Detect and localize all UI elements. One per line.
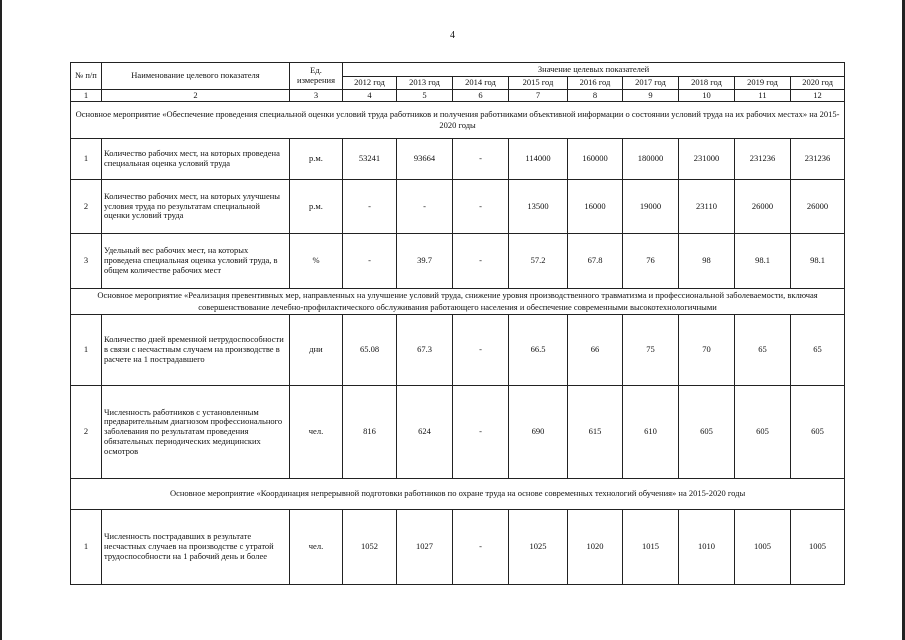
value-cell: 65: [735, 315, 791, 386]
header-year: 2014 год: [453, 77, 509, 90]
unit-cell: %: [290, 234, 343, 289]
value-cell: -: [343, 234, 397, 289]
indicator-name: Количество рабочих мест, на которых улучшены условия труда по результатам специальной оценки условий труда: [102, 180, 290, 234]
value-cell: 66.5: [509, 315, 568, 386]
value-cell: 1052: [343, 510, 397, 585]
value-cell: 1005: [791, 510, 845, 585]
value-cell: -: [453, 510, 509, 585]
header-unit: Ед. измерения: [290, 63, 343, 90]
indicator-name: Удельный вес рабочих мест, на которых проведена специальная оценка условий труда, в общем количестве рабочих мест: [102, 234, 290, 289]
header-year: 2012 год: [343, 77, 397, 90]
value-cell: -: [453, 139, 509, 180]
value-cell: -: [453, 180, 509, 234]
value-cell: 1015: [623, 510, 679, 585]
column-number: 7: [509, 90, 568, 102]
header-year: 2017 год: [623, 77, 679, 90]
section-row: [71, 289, 845, 315]
table-body: [71, 63, 845, 585]
value-cell: 816: [343, 386, 397, 479]
section-row: [71, 102, 845, 139]
unit-cell: дни: [290, 315, 343, 386]
row-number: 3: [71, 234, 102, 289]
column-number: 2: [102, 90, 290, 102]
value-cell: 67.3: [397, 315, 453, 386]
header-year: 2013 год: [397, 77, 453, 90]
row-number: 2: [71, 386, 102, 479]
unit-cell: р.м.: [290, 139, 343, 180]
header-year: 2018 год: [679, 77, 735, 90]
value-cell: 19000: [623, 180, 679, 234]
value-cell: 70: [679, 315, 735, 386]
row-number: 1: [71, 315, 102, 386]
value-cell: 1025: [509, 510, 568, 585]
page-number: 4: [450, 30, 455, 41]
scan-edge-left: [0, 0, 2, 640]
indicator-name: Численность пострадавших в результате несчастных случаев на производстве с утратой трудоспособности на 1 рабочий день и более: [102, 510, 290, 585]
value-cell: 98.1: [735, 234, 791, 289]
table-row: [71, 234, 845, 289]
table-row: [71, 315, 845, 386]
column-number: 3: [290, 90, 343, 102]
value-cell: 98.1: [791, 234, 845, 289]
header-year: 2020 год: [791, 77, 845, 90]
column-number: 9: [623, 90, 679, 102]
value-cell: -: [397, 180, 453, 234]
column-number: 11: [735, 90, 791, 102]
column-numbers-row: [71, 90, 845, 102]
header-name: Наименование целевого показателя: [102, 63, 290, 90]
value-cell: -: [453, 315, 509, 386]
section-title: Основное мероприятие «Обеспечение проведения специальной оценки условий труда работников и получения работниками объективной информации о состоянии условий труда на их рабочих местах» на 2015-2020 годы: [71, 102, 845, 139]
header-row-1: [71, 63, 845, 77]
value-cell: 1027: [397, 510, 453, 585]
row-number: 1: [71, 510, 102, 585]
value-cell: 76: [623, 234, 679, 289]
column-number: 6: [453, 90, 509, 102]
table-row: [71, 386, 845, 479]
value-cell: 114000: [509, 139, 568, 180]
column-number: 1: [71, 90, 102, 102]
row-number: 1: [71, 139, 102, 180]
value-cell: 13500: [509, 180, 568, 234]
value-cell: 690: [509, 386, 568, 479]
value-cell: 605: [735, 386, 791, 479]
value-cell: -: [453, 234, 509, 289]
unit-cell: чел.: [290, 510, 343, 585]
value-cell: 231000: [679, 139, 735, 180]
unit-cell: чел.: [290, 386, 343, 479]
value-cell: 67.8: [568, 234, 623, 289]
indicator-name: Численность работников с установленным предварительным диагнозом профессионального заболевания по результатам проведения обязательных периодических медицинских осмотров: [102, 386, 290, 479]
value-cell: 605: [791, 386, 845, 479]
value-cell: 93664: [397, 139, 453, 180]
column-number: 5: [397, 90, 453, 102]
column-number: 4: [343, 90, 397, 102]
value-cell: -: [343, 180, 397, 234]
column-number: 12: [791, 90, 845, 102]
section-title: Основное мероприятие «Реализация превентивных мер, направленных на улучшение условий труда, снижение уровня производственного травматизма и профессиональной заболеваемости, включая совершенствование лечебно-профилактического обслуживания работающего населения и обеспечение современными высокотехнологичными: [71, 289, 845, 315]
header-year: 2016 год: [568, 77, 623, 90]
value-cell: 66: [568, 315, 623, 386]
unit-cell: р.м.: [290, 180, 343, 234]
value-cell: 65: [791, 315, 845, 386]
row-number: 2: [71, 180, 102, 234]
value-cell: 624: [397, 386, 453, 479]
header-year: 2019 год: [735, 77, 791, 90]
value-cell: 1020: [568, 510, 623, 585]
value-cell: 605: [679, 386, 735, 479]
value-cell: 57.2: [509, 234, 568, 289]
value-cell: 231236: [791, 139, 845, 180]
column-number: 10: [679, 90, 735, 102]
value-cell: 16000: [568, 180, 623, 234]
value-cell: 1005: [735, 510, 791, 585]
table-row: [71, 180, 845, 234]
table-row: [71, 139, 845, 180]
table-row: [71, 510, 845, 585]
value-cell: 1010: [679, 510, 735, 585]
column-number: 8: [568, 90, 623, 102]
header-year: 2015 год: [509, 77, 568, 90]
section-row: [71, 479, 845, 510]
value-cell: 23110: [679, 180, 735, 234]
value-cell: 26000: [791, 180, 845, 234]
value-cell: 160000: [568, 139, 623, 180]
indicator-name: Количество дней временной нетрудоспособности в связи с несчастным случаем на производстве в расчете на 1 пострадавшего: [102, 315, 290, 386]
section-title: Основное мероприятие «Координация непрерывной подготовки работников по охране труда на основе современных технологий обучения» на 2015-2020 годы: [71, 479, 845, 510]
value-cell: 180000: [623, 139, 679, 180]
value-cell: 615: [568, 386, 623, 479]
value-cell: 26000: [735, 180, 791, 234]
value-cell: 610: [623, 386, 679, 479]
value-cell: 39.7: [397, 234, 453, 289]
header-num: № п/п: [71, 63, 102, 90]
target-indicators-table: [70, 62, 845, 585]
value-cell: -: [453, 386, 509, 479]
value-cell: 53241: [343, 139, 397, 180]
header-values-title: Значение целевых показателей: [343, 63, 845, 77]
value-cell: 98: [679, 234, 735, 289]
indicator-name: Количество рабочих мест, на которых проведена специальная оценка условий труда: [102, 139, 290, 180]
value-cell: 65.08: [343, 315, 397, 386]
value-cell: 75: [623, 315, 679, 386]
value-cell: 231236: [735, 139, 791, 180]
